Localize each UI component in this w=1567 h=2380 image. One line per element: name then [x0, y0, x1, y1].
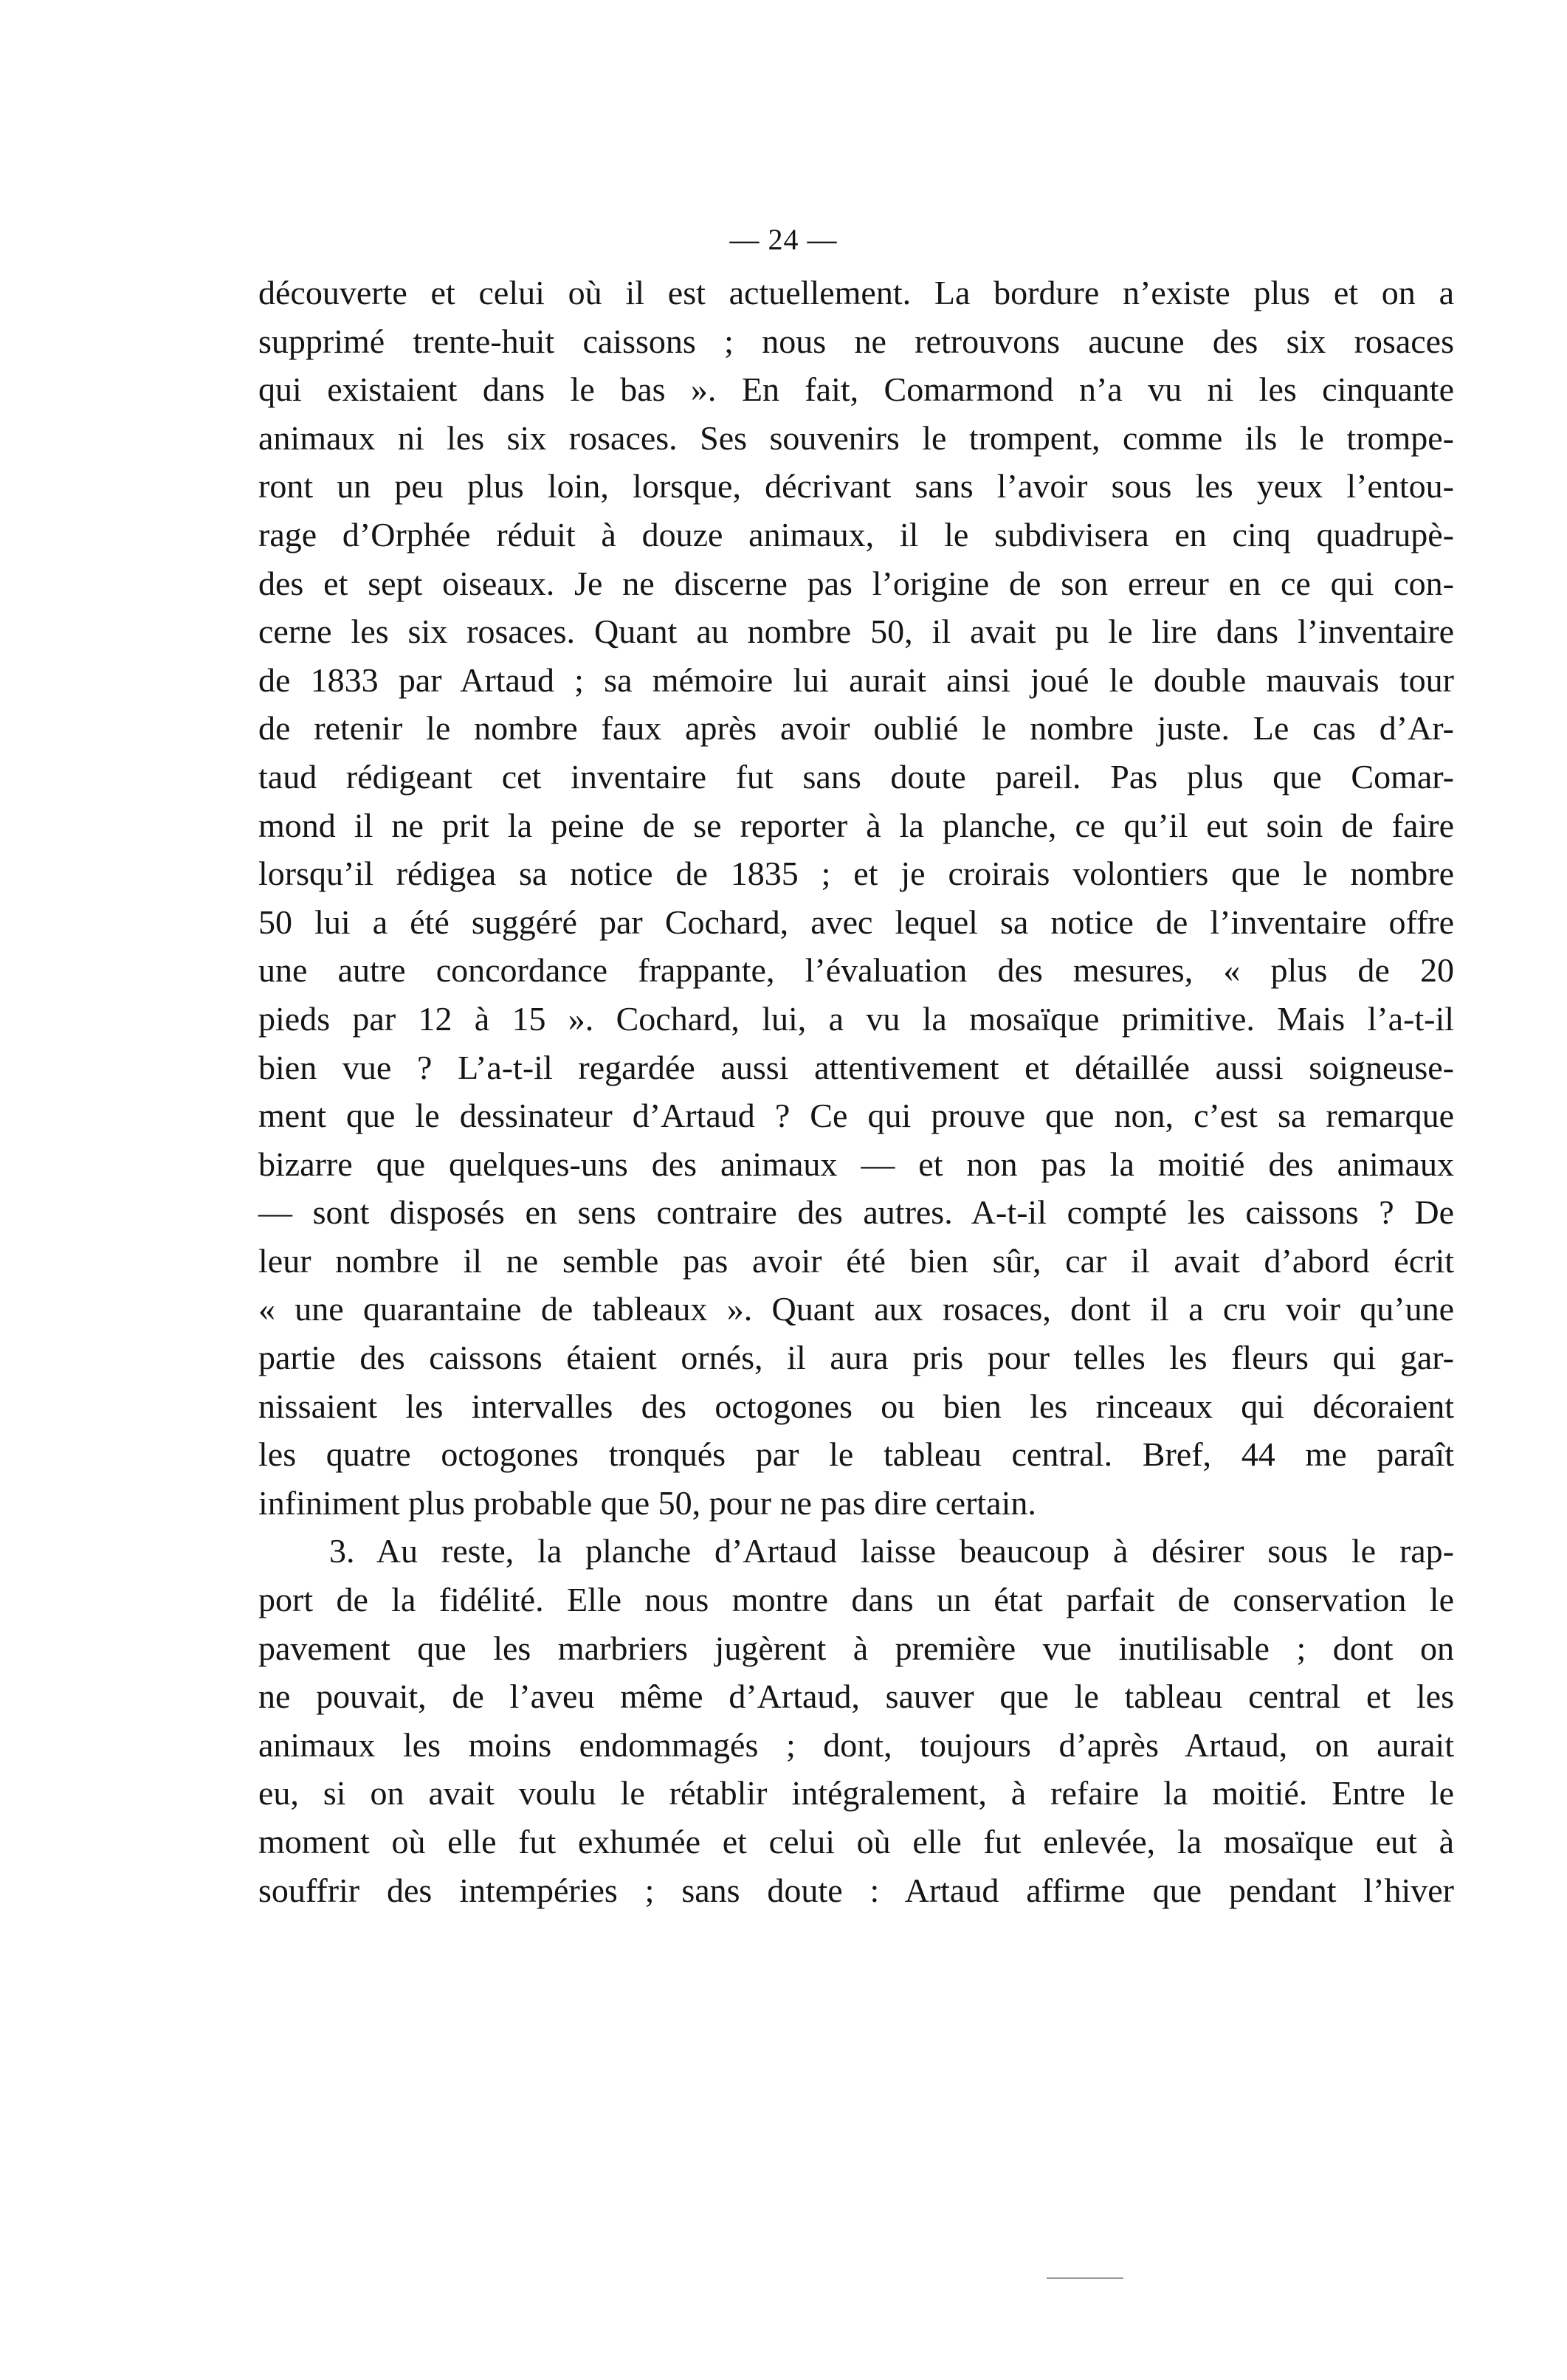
text-line: moment où elle fut exhumée et celui où elle fut enlevée, la mosaïque eut à — [258, 1823, 1454, 1860]
body-text — [258, 269, 1454, 1914]
text-line: animaux ni les six rosaces. Ses souvenirs le trompent, comme ils le trompe- — [258, 418, 1454, 457]
text-line: ne pouvait, de l’aveu même d’Artaud, sauver que le tableau central et les — [258, 1677, 1454, 1716]
text-line: 50 lui a été suggéré par Cochard, avec lequel sa notice de l’inventaire offre — [258, 903, 1454, 941]
paragraph-end-line: infiniment plus probable que 50, pour ne pas dire certain. — [258, 1483, 1036, 1522]
text-line: pavement que les marbriers jugèrent à première vue inutilisable ; dont on — [258, 1629, 1454, 1667]
text-line: supprimé trente-huit caissons ; nous ne retrouvons aucune des six rosaces — [258, 322, 1454, 360]
text-line: bizarre que quelques-uns des animaux — et non pas la moitié des animaux — [258, 1145, 1454, 1183]
text-line: pieds par 12 à 15 ». Cochard, lui, a vu la mosaïque primitive. Mais l’a-t-il — [258, 999, 1454, 1038]
text-line: mond il ne prit la peine de se reporter à la planche, ce qu’il eut soin de faire — [258, 806, 1454, 844]
text-line: partie des caissons étaient ornés, il aura pris pour telles les fleurs qui gar- — [258, 1339, 1454, 1377]
text-line: ment que le dessinateur d’Artaud ? Ce qui prouve que non, c’est sa remarque — [258, 1097, 1454, 1135]
text-line: les quatre octogones tronqués par le tableau central. Bref, 44 me paraît — [258, 1435, 1454, 1474]
text-line: découverte et celui où il est actuellement. La bordure n’existe plus et on a — [258, 274, 1454, 311]
text-line: leur nombre il ne semble pas avoir été bien sûr, car il avait d’abord écrit — [258, 1241, 1454, 1280]
footer-rule — [1047, 2277, 1123, 2279]
text-line: animaux les moins endommagés ; dont, toujours d’après Artaud, on aurait — [258, 1725, 1454, 1764]
text-line: bien vue ? L’a-t-il regardée aussi attentivement et détaillée aussi soigneuse- — [258, 1048, 1454, 1086]
text-line: rage d’Orphée réduit à douze animaux, il le subdivisera en cinq quadrupè- — [258, 515, 1454, 553]
text-line: souffrir des intempéries ; sans doute : Artaud affirme que pendant l’hiver — [258, 1871, 1454, 1909]
section-3-first-line: 3. Au reste, la planche d’Artaud laisse beaucoup à désirer sous le rap- — [329, 1532, 1454, 1570]
text-line: ront un peu plus loin, lorsque, décrivant sans l’avoir sous les yeux l’entou- — [258, 467, 1454, 506]
text-line: port de la fidélité. Elle nous montre dans un état parfait de conservation le — [258, 1581, 1454, 1619]
text-line: « une quarantaine de tableaux ». Quant aux rosaces, dont il a cru voir qu’une — [258, 1290, 1454, 1328]
text-line: nissaient les intervalles des octogones ou bien les rinceaux qui décoraient — [258, 1387, 1454, 1425]
text-line: de 1833 par Artaud ; sa mémoire lui aurait ainsi joué le double mauvais tour — [258, 660, 1454, 699]
text-line: — sont disposés en sens contraire des autres. A-t-il compté les caissons ? De — [258, 1193, 1454, 1232]
text-line: de retenir le nombre faux après avoir oublié le nombre juste. Le cas d’Ar- — [258, 709, 1454, 748]
text-line: taud rédigeant cet inventaire fut sans doute pareil. Pas plus que Comar- — [258, 757, 1454, 796]
text-line: cerne les six rosaces. Quant au nombre 50, il avait pu le lire dans l’inventaire — [258, 613, 1454, 651]
text-line: lorsqu’il rédigea sa notice de 1835 ; et je croirais volontiers que le nombre — [258, 855, 1454, 893]
page-number: — 24 — — [729, 223, 838, 256]
text-line: qui existaient dans le bas ». En fait, Comarmond n’a vu ni les cinquante — [258, 370, 1454, 409]
text-line: eu, si on avait voulu le rétablir intégralement, à refaire la moitié. Entre le — [258, 1774, 1454, 1812]
text-line: des et sept oiseaux. Je ne discerne pas l’origine de son erreur en ce qui con- — [258, 564, 1454, 602]
text-line: une autre concordance frappante, l’évaluation des mesures, « plus de 20 — [258, 951, 1454, 990]
